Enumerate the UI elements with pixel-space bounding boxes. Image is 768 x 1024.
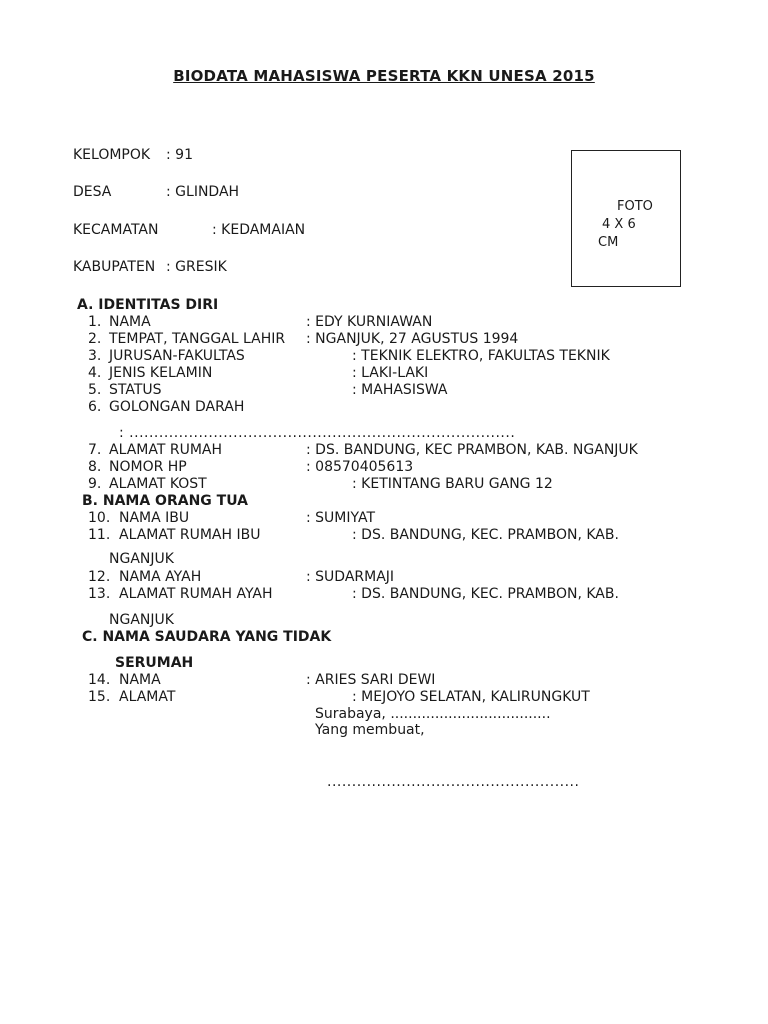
item-label: STATUS (109, 382, 162, 398)
item-value: : NGANJUK, 27 AGUSTUS 1994 (306, 331, 519, 347)
item-num: 4. (88, 365, 102, 381)
item-label: ALAMAT RUMAH IBU (119, 527, 261, 543)
kecamatan-value: : KEDAMAIAN (212, 222, 306, 238)
item-value: : SUDARMAJI (306, 569, 395, 585)
item-value: : .............................................................................. (119, 425, 516, 441)
item-value: : TEKNIK ELEKTRO, FAKULTAS TEKNIK (352, 348, 610, 364)
item-label: NAMA (109, 314, 151, 330)
signature-place-date: Surabaya, .................................... (315, 706, 551, 722)
item-label: NOMOR HP (109, 459, 187, 475)
desa-value: : GLINDAH (166, 184, 240, 200)
section-a-heading: A. IDENTITAS DIRI (77, 297, 219, 313)
item-num: 12. (88, 569, 111, 585)
item-num: 14. (88, 672, 111, 688)
item-num: 3. (88, 348, 102, 364)
item-value: : DS. BANDUNG, KEC. PRAMBON, KAB. (352, 527, 619, 543)
item-num: 8. (88, 459, 102, 475)
item-label: NAMA AYAH (119, 569, 202, 585)
item-value: : ARIES SARI DEWI (306, 672, 436, 688)
item-value: : MAHASISWA (352, 382, 448, 398)
item-label: NAMA (119, 672, 161, 688)
kabupaten-label: KABUPATEN (73, 259, 156, 275)
kabupaten-value: : GRESIK (166, 259, 227, 275)
desa-label: DESA (73, 184, 112, 200)
item-label: ALAMAT (119, 689, 176, 705)
item-label: ALAMAT RUMAH (109, 442, 223, 458)
photo-placeholder (571, 150, 681, 287)
item-value-continuation: NGANJUK (109, 612, 174, 628)
item-num: 15. (88, 689, 111, 705)
signature-made-by: Yang membuat, (315, 722, 425, 738)
item-value: : LAKI-LAKI (352, 365, 429, 381)
item-num: 9. (88, 476, 102, 492)
kecamatan-label: KECAMATAN (73, 222, 159, 238)
item-value: : EDY KURNIAWAN (306, 314, 433, 330)
item-value-continuation: NGANJUK (109, 551, 174, 567)
photo-unit: CM (598, 235, 619, 250)
item-num: 6. (88, 399, 102, 415)
item-value: : MEJOYO SELATAN, KALIRUNGKUT (352, 689, 590, 705)
item-num: 5. (88, 382, 102, 398)
document-title: BIODATA MAHASISWA PESERTA KKN UNESA 2015 (173, 67, 595, 85)
section-c-heading: C. NAMA SAUDARA YANG TIDAK (82, 629, 332, 645)
item-label: ALAMAT RUMAH AYAH (119, 586, 273, 602)
item-value: : KETINTANG BARU GANG 12 (352, 476, 553, 492)
signature-line: ................................................... (327, 774, 580, 790)
item-label: JURUSAN-FAKULTAS (109, 348, 245, 364)
item-label: NAMA IBU (119, 510, 190, 526)
item-value: : SUMIYAT (306, 510, 376, 526)
item-value: : 08570405613 (306, 459, 414, 475)
item-label: ALAMAT KOST (109, 476, 207, 492)
photo-label: FOTO (617, 199, 653, 214)
item-label: TEMPAT, TANGGAL LAHIR (109, 331, 286, 347)
section-c-heading-cont: SERUMAH (115, 655, 194, 671)
item-num: 11. (88, 527, 111, 543)
item-num: 10. (88, 510, 111, 526)
item-num: 1. (88, 314, 102, 330)
item-value: : DS. BANDUNG, KEC. PRAMBON, KAB. (352, 586, 619, 602)
item-num: 13. (88, 586, 111, 602)
item-value: : DS. BANDUNG, KEC PRAMBON, KAB. NGANJUK (306, 442, 638, 458)
kelompok-label: KELOMPOK (73, 147, 151, 163)
item-label: GOLONGAN DARAH (109, 399, 245, 415)
item-num: 2. (88, 331, 102, 347)
photo-size: 4 X 6 (602, 217, 636, 232)
item-label: JENIS KELAMIN (109, 365, 213, 381)
kelompok-value: : 91 (166, 147, 193, 163)
section-b-heading: B. NAMA ORANG TUA (82, 493, 248, 509)
item-num: 7. (88, 442, 102, 458)
